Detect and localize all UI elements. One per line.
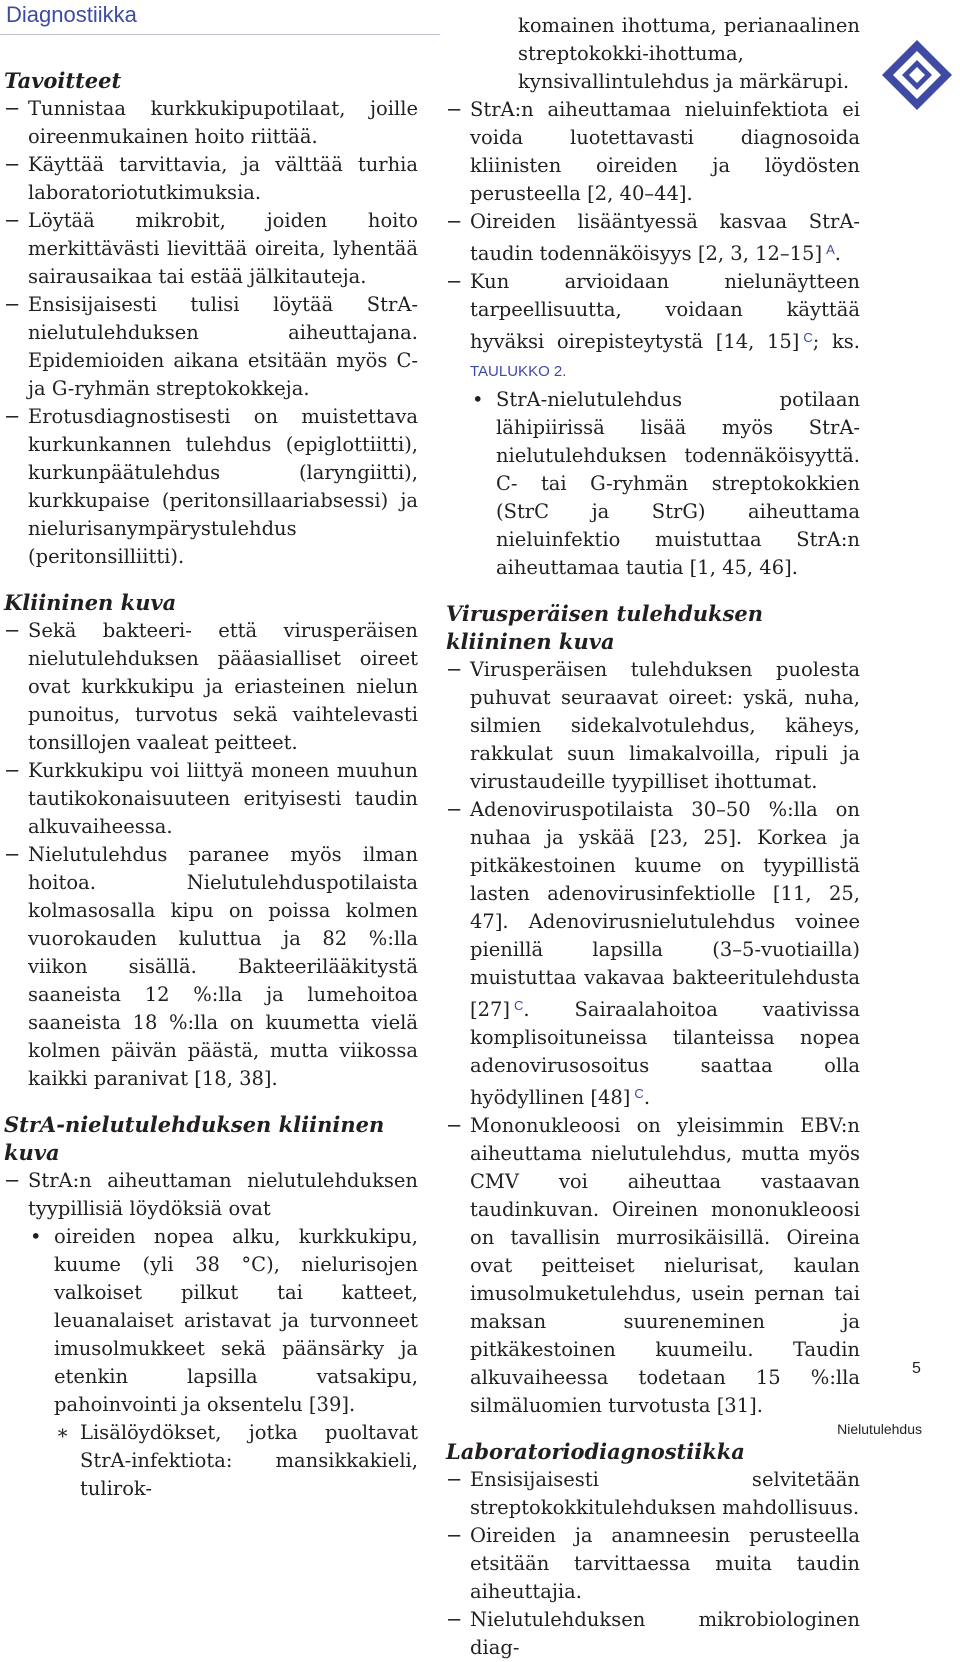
clinical-list xyxy=(4,617,418,1093)
header-bar xyxy=(0,0,440,35)
viral-heading: Virusperäisen tulehduksen kliininen kuva xyxy=(446,601,764,654)
left-column xyxy=(4,67,418,1503)
evidence-grade-badge: A xyxy=(826,242,835,257)
stra-item-text: StrA:n aiheuttaman nielutulehduksen tyypillisiä löydöksiä ovat xyxy=(28,1169,418,1220)
goals-heading: Tavoitteet xyxy=(4,68,122,93)
stra-more-list xyxy=(446,96,860,582)
list-item: − Erotusdiagnostisesti on muistettava kurkunkannen tulehdus (epiglottiitti), kurkunpäätulehdus (laryngiitti), kurkkupaise (peritonsillaariabsessi) ja nielurisanympärystulehdus (peritonsilliitti). xyxy=(4,403,418,571)
list-item xyxy=(446,656,860,796)
bullet-item: • StrA-nielutulehdus potilaan lähipiirissä lisää myös StrA-nielutulehduksen todennäköisyyttä. C- tai G-ryhmän streptokokkien (StrC ja StrG) aiheuttama nieluinfektio muistuttaa StrA:n aiheuttamaa tautia [1, 45, 46]. xyxy=(470,386,860,582)
star-item: ∗ Lisälöydökset, jotka puoltavat StrA-infektiota: mansikkakieli, tulirok- xyxy=(54,1419,418,1503)
stra-list xyxy=(4,1167,418,1503)
list-item xyxy=(446,96,860,208)
list-item: − Oireiden ja anamneesin perusteella etsitään tarvittaessa muita taudin aiheuttajia. xyxy=(446,1522,860,1606)
list-item: − Löytää mikrobit, joiden hoito merkittävästi lievittää oireita, lyhentää sairausaikaa tai estää jälkitauteja. xyxy=(4,207,418,291)
diamond-logo-icon xyxy=(880,38,954,112)
viral-list xyxy=(446,656,860,1420)
item-text: Mononukleoosi on yleisimmin EBV:n aiheuttama nielutulehdus, mutta myös CMV voi aiheuttaa vastaavan taudinkuvan. Oireinen mononukleoosi on tavallisin murrosikäisillä. Oireina ovat peitteiset nielurisat, kaulan imusolmuketulehdus, usein pernan tai maksan suureneminen ja pitkäkestoinen kuumeilu. Taudin alkuvaiheessa todetaan 15 %:lla silmäluomien turvotusta [31]. xyxy=(470,1114,860,1417)
list-item: − Nielutulehduksen mikrobiologinen diag- xyxy=(446,1606,860,1662)
stra-stars xyxy=(28,1419,418,1503)
item-text-after: . xyxy=(643,1086,651,1109)
table-reference-after: . xyxy=(562,363,567,380)
item-text: Oireiden lisääntyessä kasvaa StrA-taudin todennäköisyys [2, 3, 12–15] xyxy=(470,210,860,265)
list-item xyxy=(446,796,860,1112)
lab-list xyxy=(446,1466,860,1662)
item-text: StrA:n aiheuttamaa nieluinfektiota ei voida luotettavasti diagnosoida kliinisten oireiden ja löydösten perusteella [2, 40–44]. xyxy=(470,98,860,205)
item-text: Adenoviruspotilaista 30–50 %:lla on nuhaa ja yskää [23, 25]. Korkea ja pitkäkestoinen kuume on tyypillistä lasten adenovirusinfektiolle [11, 25, 47]. Adenovirusnielutulehdus voinee pienillä lapsilla (3–5-vuotiailla) muistuttaa vakavaa bakteeritulehdusta [27] xyxy=(470,798,860,1021)
goals-list xyxy=(4,95,418,571)
evidence-grade-badge: C xyxy=(514,998,524,1013)
item-text-after: . xyxy=(834,242,841,265)
right-column xyxy=(446,12,860,1662)
list-item: − Tunnistaa kurkkukipupotilaat, joille oireenmukainen hoito riittää. xyxy=(4,95,418,151)
item-text: Virusperäisen tulehduksen puolesta puhuvat seuraavat oireet: yskä, nuha, silmien sidekalvotulehdus, käheys, rakkulat suun limakalvoilla, ripuli ja virustaudeille tyypilliset ihottumat. xyxy=(470,658,860,793)
list-item xyxy=(4,1167,418,1503)
item-text-after: . Sairaalahoitoa vaativissa komplisoituneissa tilanteissa nopea adenovirusosoitus saattaa olla hyödyllinen [48] xyxy=(470,998,860,1109)
item-text-after: ; ks. xyxy=(812,330,860,353)
table-reference-link[interactable]: TAULUKKO 2 xyxy=(470,363,563,380)
footer-label: Nielutulehdus xyxy=(837,1421,922,1437)
stra-heading: StrA-nielutulehduksen kliininen kuva xyxy=(4,1112,385,1165)
stra-more-bullets xyxy=(470,386,860,582)
item-text: Kun arvioidaan nielunäytteen tarpeellisuutta, voidaan käyttää hyväksi oirepisteytystä [14, 15] xyxy=(470,270,860,353)
list-item xyxy=(446,208,860,268)
list-item: − Nielutulehdus paranee myös ilman hoitoa. Nielutulehduspotilaista kolmasosalla kipu on poissa kolmen vuorokauden kuluttua ja 82 %:lla viikon sisällä. Bakteerilääkitystä saaneista 12 %:lla ja lumehoitoa saaneista 18 %:lla on kuumetta vielä kolmen päivän päästä, mutta viikossa kaikki paranivat [18, 38]. xyxy=(4,841,418,1093)
list-item: − Kurkkukipu voi liittyä moneen muuhun tautikokonaisuuteen erityisesti taudin alkuvaiheessa. xyxy=(4,757,418,841)
list-item: − Ensisijaisesti tulisi löytää StrA-nielutulehduksen aiheuttajana. Epidemioiden aikana etsitään myös C- ja G-ryhmän streptokokkeja. xyxy=(4,291,418,403)
list-item xyxy=(446,268,860,582)
list-item xyxy=(446,1112,860,1420)
list-item: − Käyttää tarvittavia, ja välttää turhia laboratoriotutkimuksia. xyxy=(4,151,418,207)
bullet-item: • oireiden nopea alku, kurkkukipu, kuume (yli 38 °C), nielurisojen valkoiset pilkut tai katteet, leuanalaiset aristavat ja turvonneet imusolmukkeet sekä päänsärky ja etenkin lapsilla vatsakipu, pahoinvointi ja oksentelu [39]. xyxy=(28,1223,418,1419)
list-item: − Ensisijaisesti selvitetään streptokokkitulehduksen mahdollisuus. xyxy=(446,1466,860,1522)
page-number: 5 xyxy=(912,1360,921,1377)
evidence-grade-badge: C xyxy=(803,330,813,345)
continuation-text: komainen ihottuma, perianaalinen streptokokki-ihottuma, kynsivallintulehdus ja märkärupi. xyxy=(518,14,860,93)
list-item: − Sekä bakteeri- että virusperäisen nielutulehduksen pääasialliset oireet ovat kurkkukipu ja eriasteinen nielun punoitus, turvotus sekä vaihtelevasti tonsillojen vaaleat peitteet. xyxy=(4,617,418,757)
lab-heading: Laboratoriodiagnostiikka xyxy=(446,1439,745,1464)
clinical-heading: Kliininen kuva xyxy=(4,590,177,615)
stra-bullets xyxy=(28,1223,418,1419)
section-label: Diagnostiikka xyxy=(6,2,137,27)
evidence-grade-badge: C xyxy=(634,1086,644,1101)
